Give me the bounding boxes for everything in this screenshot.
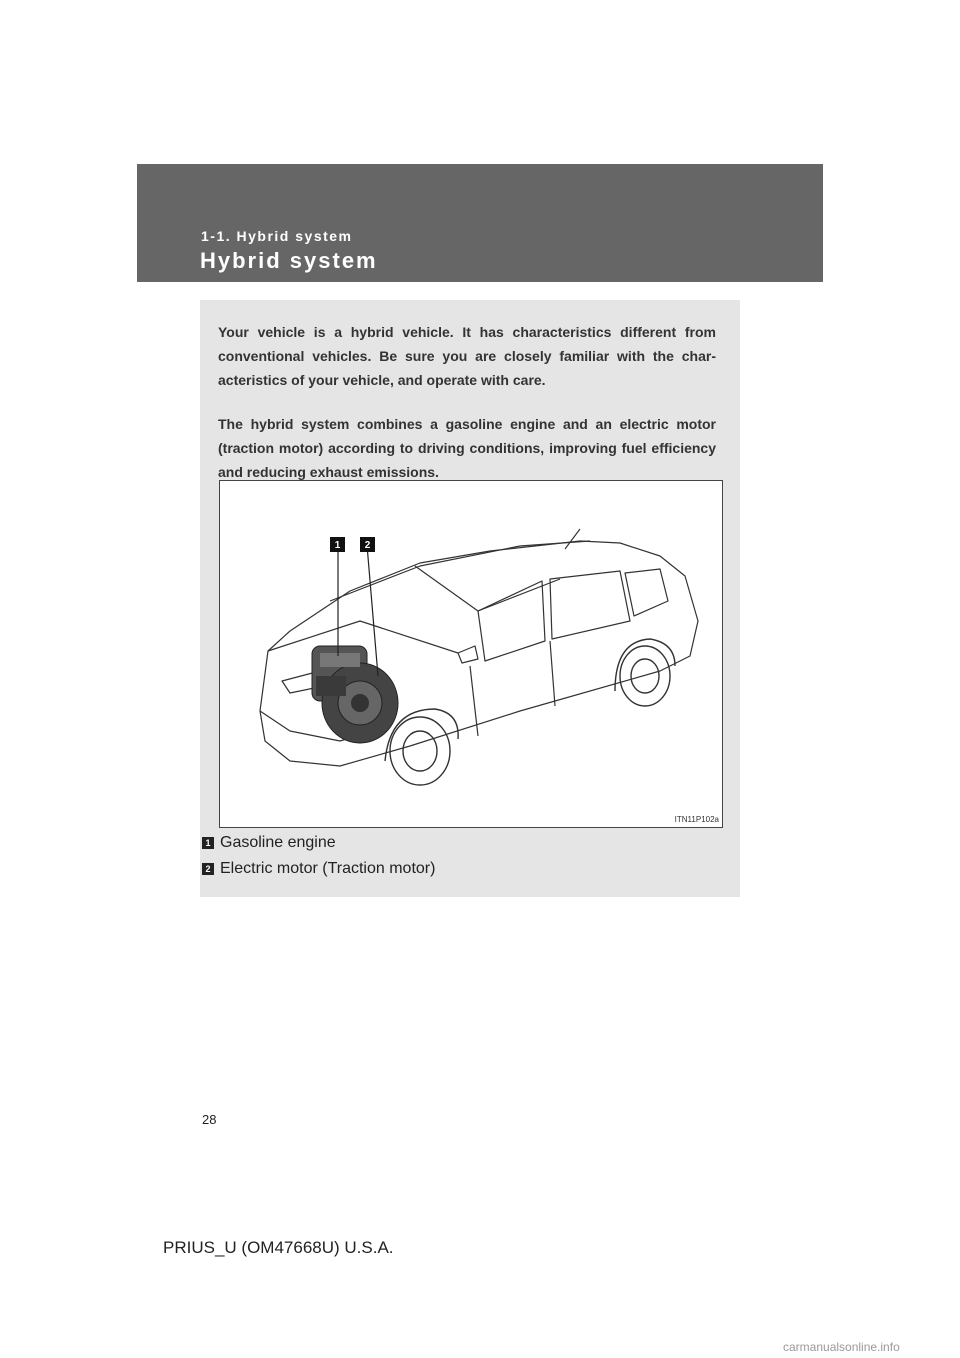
section-label: 1-1. Hybrid system (201, 228, 353, 244)
header-band (137, 164, 823, 282)
antenna-icon (565, 529, 580, 549)
car-quarter-window (625, 569, 668, 616)
car-window-rear (550, 571, 630, 639)
front-wheel-hub (403, 731, 437, 771)
callout-1-label: 1 (334, 540, 341, 551)
watermark: carmanualsonline.info (783, 1340, 900, 1354)
rear-wheel (620, 646, 670, 706)
legend-label-2: Electric motor (Traction motor) (220, 860, 436, 877)
car-mirror (458, 646, 478, 663)
intro-paragraph-1: Your vehicle is a hybrid vehicle. It has characteristics different from conventional vehicles. Be sure you are closely familiar with the char- acteristics of your vehicle, and operate with care. (218, 324, 716, 388)
document-id: PRIUS_U (OM47668U) U.S.A. (163, 1238, 394, 1257)
legend-item-electric-motor (202, 860, 435, 878)
page-title: Hybrid system (200, 248, 378, 273)
rear-wheel-hub (631, 659, 659, 693)
legend-badge-1: 1 (202, 837, 214, 849)
rear-wheel-arch (615, 639, 675, 691)
figure-code: ITN11P102a (674, 815, 719, 824)
vehicle-illustration (219, 480, 723, 828)
legend-item-gasoline-engine (202, 834, 336, 852)
callout-line-2 (367, 545, 378, 676)
car-window-front (478, 581, 545, 661)
engine-cluster (312, 646, 398, 743)
callout-1 (330, 537, 345, 552)
car-drawing (220, 481, 722, 827)
front-wheel (390, 717, 450, 785)
legend-label-1: Gasoline engine (220, 834, 336, 851)
intro-paragraph-2: The hybrid system combines a gasoline engine and an electric motor (traction motor) according to driving conditions, improving fuel efficiency and reducing exhaust emissions. (218, 416, 716, 480)
page-number: 28 (202, 1112, 217, 1127)
car-door-line-2 (550, 641, 555, 706)
legend-badge-2: 2 (202, 863, 214, 875)
content-box (200, 300, 740, 897)
car-windshield (415, 566, 560, 611)
callout-2-label: 2 (364, 540, 371, 551)
callout-2 (360, 537, 375, 552)
